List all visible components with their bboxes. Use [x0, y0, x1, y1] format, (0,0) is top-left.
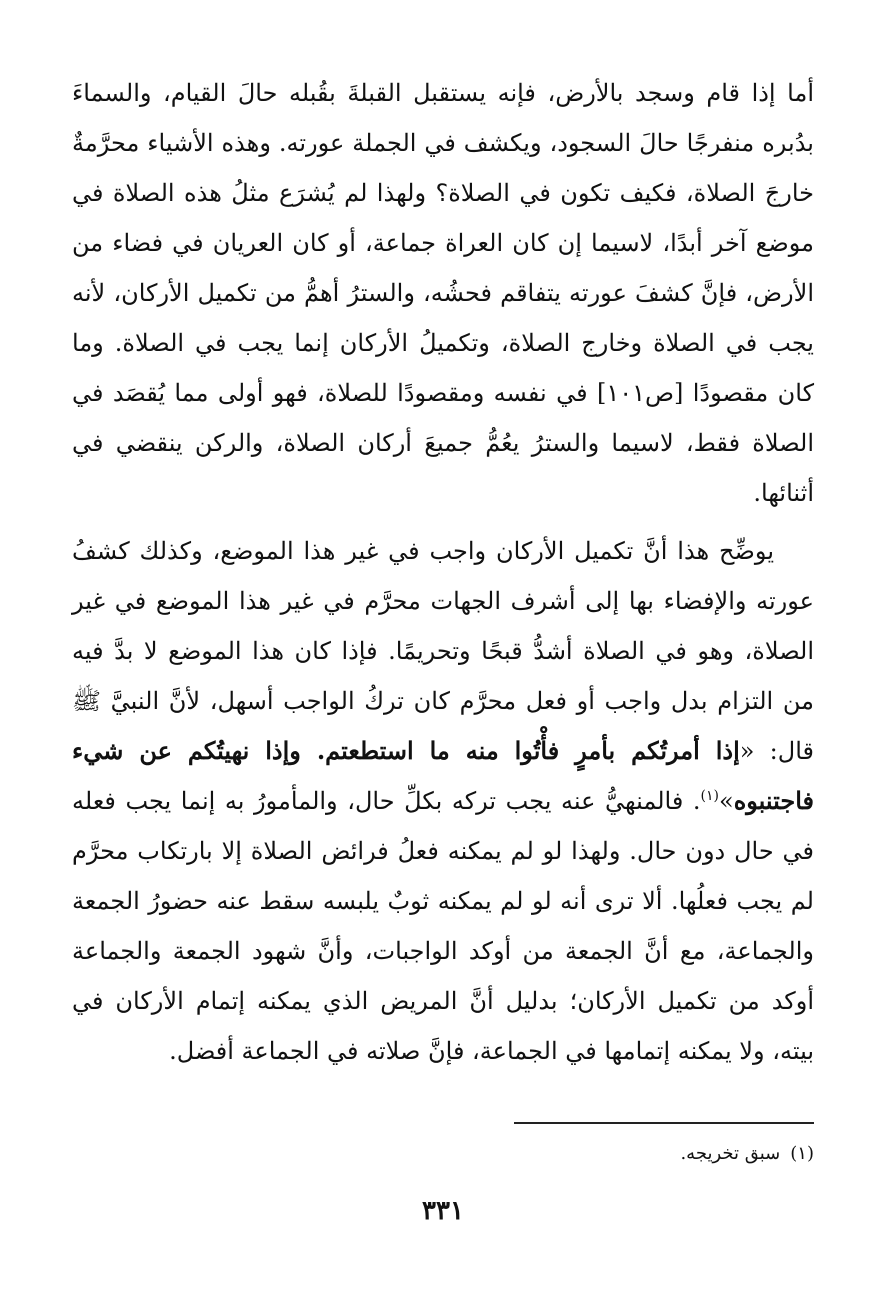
- body-paragraph-2: [72, 526, 814, 1076]
- footnote: [680, 1140, 814, 1168]
- footnote-divider: [514, 1122, 814, 1124]
- body-paragraph-1: أما إذا قام وسجد بالأرض، فإنه يستقبل القبلةَ بقُبله حالَ القيام، والسماءَ بدُبره منفرجًا حالَ السجود، ويكشف في الجملة عورته. وهذه الأشياء محرَّمةٌ خارجَ الصلاة، فكيف تكون في الصلاة؟ ولهذا لم يُشرَع مثلُ هذه الصلاة في موضع آخر أبدًا، لاسيما إن كان العراة جماعة، أو كان العريان في فضاء من الأرض، فإنَّ كشفَ عورته يتفاقم فحشُه، والسترُ أهمُّ من تكميل الأركان، لأنه يجب في الصلاة وخارج الصلاة، وتكميلُ الأركان إنما يجب في الصلاة. وما كان مقصودًا [ص١٠١] في نفسه ومقصودًا للصلاة، فهو أولى مما يُقصَد في الصلاة فقط، لاسيما والسترُ يعُمُّ جميعَ أركان الصلاة، والركن ينقضي في أثنائها.: [72, 79, 815, 507]
- hadith-quote: إذا أمرتُكم بأمرٍ فأْتُوا منه ما استطعتم. وإذا نهيتُكم عن شيء فاجتنبوه: [72, 736, 815, 815]
- footnote-reference[interactable]: (١): [700, 788, 719, 804]
- page-number: ٣٣١: [422, 1196, 464, 1226]
- closing-quote-mark: »: [719, 787, 734, 815]
- footnote-text: سبق تخريجه.: [680, 1143, 781, 1164]
- paragraph-2-text-after: . فالمنهيُّ عنه يجب تركه بكلِّ حال، والمأمورُ به إنما يجب فعله في حال دون حال. ولهذا لو لم يمكنه فعلُ فرائض الصلاة إلا بارتكاب محرَّم لم يجب فعلُها. ألا ترى أنه لو لم يمكنه ثوبٌ يلبسه سقط عنه حضورُ الجمعة والجماعة، مع أنَّ الجمعة من أوكد الواجبات، وأنَّ شهود الجمعة والجماعة أوكد من تكميل الأركان؛ بدليل أنَّ المريض الذي يمكنه إتمام الأركان في بيته، ولا يمكنه إتمامها في الجماعة، فإنَّ صلاته في الجماعة أفضل.: [72, 787, 814, 1065]
- paragraph-2-text-before: يوضِّح هذا أنَّ تكميل الأركان واجب في غير هذا الموضع، وكذلك كشفُ عورته والإفضاء بها إلى أشرف الجهات محرَّم في غير هذا الموضع في غير الصلاة، وهو في الصلاة أشدُّ قبحًا وتحريمًا. فإذا كان هذا الموضع لا بدَّ فيه من التزام بدل واجب أو فعل محرَّم كان تركُ الواجب أسهل، لأنَّ النبيَّ ﷺ قال: «: [72, 537, 814, 765]
- footnote-number: (١): [790, 1143, 814, 1164]
- document-page: [72, 68, 814, 1248]
